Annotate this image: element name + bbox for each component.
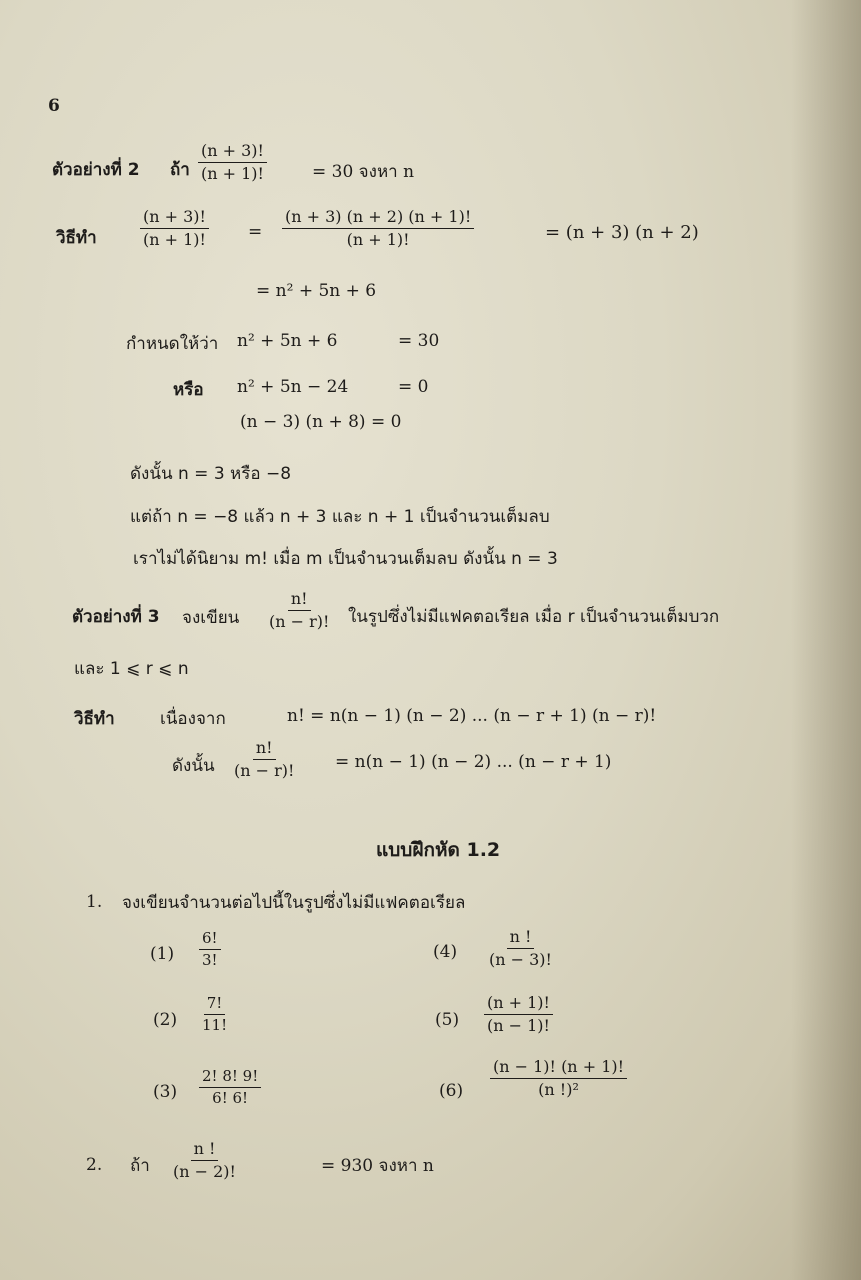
step1b-fraction — [282, 208, 474, 250]
step1-fraction — [140, 208, 209, 250]
fraction-denominator: 3! — [202, 951, 218, 970]
fraction-denominator: (n + 1)! — [201, 164, 264, 184]
equals-sign: = — [248, 222, 263, 242]
question-2-fraction — [170, 1140, 239, 1182]
item-fraction — [199, 930, 221, 970]
question-2-rhs: = 930 จงหา n — [321, 1156, 434, 1176]
fraction-numerator: (n + 1)! — [484, 994, 553, 1015]
given-rhs: = 30 — [398, 331, 440, 351]
item-label: (3) — [153, 1082, 178, 1102]
example-2-rhs: = 30 จงหา n — [312, 162, 415, 182]
item-fraction — [484, 994, 553, 1036]
since-word: เนื่องจาก — [160, 709, 226, 729]
or-lhs: n² + 5n − 24 — [237, 377, 349, 397]
item-fraction — [490, 1058, 627, 1100]
item-fraction — [199, 995, 230, 1035]
fraction-denominator: (n + 1)! — [143, 230, 206, 250]
question-1-text: จงเขียนจำนวนต่อไปนี้ในรูปซึ่งไม่มีแฟคตอเรียล — [122, 893, 466, 913]
example-3-condition: และ 1 ⩽ r ⩽ n — [74, 659, 189, 679]
item-label: (1) — [150, 944, 175, 964]
example-2-fraction — [198, 142, 267, 184]
example-3-result-expression: = n(n − 1) (n − 2) ... (n − r + 1) — [335, 752, 612, 772]
example-3-text: ในรูปซึ่งไม่มีแฟคตอเรียล เมื่อ r เป็นจำนวนเต็มบวก — [348, 607, 720, 627]
item-label: (5) — [435, 1010, 460, 1030]
item-label: (2) — [153, 1010, 178, 1030]
fraction-numerator: n ! — [191, 1140, 219, 1161]
exercise-title: แบบฝึกหัด 1.2 — [376, 839, 501, 861]
example-3-write-word: จงเขียน — [182, 608, 240, 628]
example-3-fraction — [266, 590, 332, 632]
fraction-numerator: n! — [253, 739, 276, 760]
example-2-if: ถ้า — [170, 160, 190, 180]
step1-result: = (n + 3) (n + 2) — [545, 222, 699, 243]
question-2-number: 2. — [86, 1155, 103, 1175]
fraction-denominator: (n − 3)! — [489, 950, 552, 970]
factored-equation: (n − 3) (n + 8) = 0 — [240, 412, 402, 432]
solution-label: วิธีทำ — [56, 228, 97, 248]
fraction-denominator: (n !)² — [538, 1080, 579, 1100]
example-3-result-fraction — [231, 739, 297, 781]
fraction-numerator: 2! 8! 9! — [199, 1068, 261, 1088]
fraction-denominator: (n − r)! — [269, 612, 330, 632]
item-label: (6) — [439, 1081, 464, 1101]
step2-expression: = n² + 5n + 6 — [256, 281, 377, 301]
but-line: แต่ถ้า n = −8 แล้ว n + 3 และ n + 1 เป็นจำนวนเต็มลบ — [130, 507, 550, 527]
example-3-label: ตัวอย่างที่ 3 — [72, 607, 160, 627]
therefore-word: ดังนั้น — [172, 756, 215, 776]
given-lhs: n² + 5n + 6 — [237, 331, 338, 351]
fraction-numerator: n ! — [507, 928, 535, 949]
given-word: กำหนดให้ว่า — [126, 334, 219, 354]
example-3-solution-label: วิธีทำ — [74, 709, 115, 729]
or-word: หรือ — [173, 380, 204, 400]
fraction-denominator: (n + 1)! — [346, 230, 410, 250]
fraction-denominator: (n − 1)! — [487, 1016, 550, 1036]
fraction-denominator: 11! — [202, 1016, 228, 1035]
question-1-number: 1. — [86, 892, 103, 912]
fraction-numerator: n! — [288, 590, 311, 611]
item-fraction — [199, 1068, 261, 1108]
conclusion-line: เราไม่ได้นิยาม m! เมื่อ m เป็นจำนวนเต็มลบ ดังนั้น n = 3 — [133, 549, 558, 569]
item-label: (4) — [433, 942, 458, 962]
fraction-numerator: (n − 1)! (n + 1)! — [490, 1058, 627, 1079]
page-number: 6 — [48, 96, 60, 116]
fraction-numerator: (n + 3)! — [140, 208, 209, 229]
fraction-numerator: 6! — [199, 930, 221, 950]
fraction-denominator: (n − 2)! — [173, 1162, 236, 1182]
fraction-numerator: (n + 3)! — [198, 142, 267, 163]
therefore-line: ดังนั้น n = 3 หรือ −8 — [130, 464, 292, 484]
fraction-numerator: (n + 3) (n + 2) (n + 1)! — [282, 208, 474, 229]
item-fraction — [486, 928, 555, 970]
or-rhs: = 0 — [398, 377, 429, 397]
example-2-label: ตัวอย่างที่ 2 — [52, 160, 140, 180]
since-expression: n! = n(n − 1) (n − 2) ... (n − r + 1) (n − r)! — [287, 706, 657, 726]
fraction-denominator: 6! 6! — [212, 1089, 249, 1108]
fraction-denominator: (n − r)! — [234, 761, 295, 781]
fraction-numerator: 7! — [204, 995, 226, 1015]
question-2-if: ถ้า — [130, 1156, 150, 1176]
